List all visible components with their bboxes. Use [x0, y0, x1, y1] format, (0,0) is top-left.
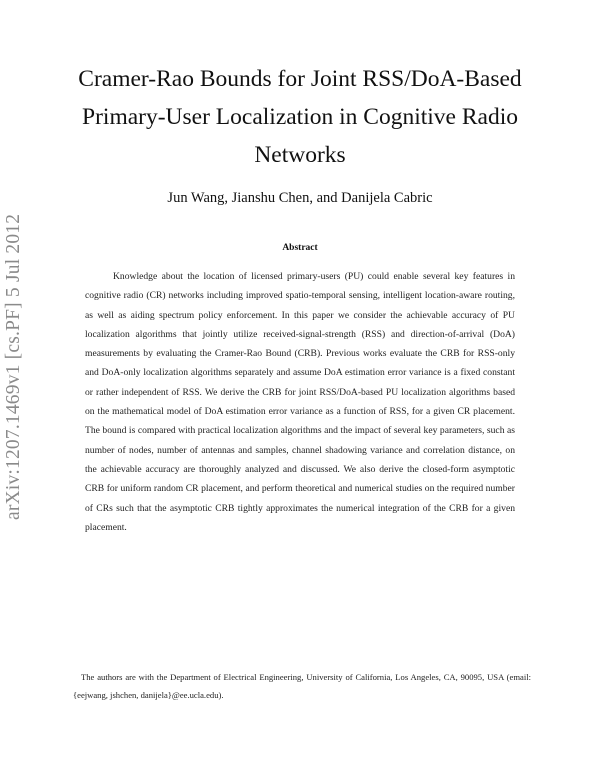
- abstract-heading: Abstract: [282, 243, 318, 253]
- paper-title: Cramer-Rao Bounds for Joint RSS/DoA-Based Primary-User Localization in Cognitive Radio Networks: [78, 66, 522, 168]
- arxiv-identifier: arXiv:1207.1469v1 [cs.PF] 5 Jul 2012: [3, 213, 24, 520]
- abstract-body: Knowledge about the location of licensed primary-users (PU) could enable several key features in cognitive radio (CR) networks including improved spatio-temporal sensing, intelligent location-aware routing, as well as aiding spectrum policy enforcement. In this paper we consider the achievable accuracy of PU localization algorithms that jointly utilize received-signal-strength (RSS) and direction-of-arrival (DoA) measurements by evaluating the Cramer-Rao Bound (CRB). Previous works evaluate the CRB for RSS-only and DoA-only localization algorithms separately and assume DoA estimation error variance is a fixed constant or rather independent of RSS. We derive the CRB for joint RSS/DoA-based PU localization algorithms based on the mathematical model of DoA estimation error variance as a function of RSS, for a given CR placement. The bound is compared with practical localization algorithms and the impact of several key parameters, such as number of nodes, number of antennas and samples, channel shadowing variance and correlation distance, on the achievable accuracy are thoroughly analyzed and discussed. We also derive the closed-form asymptotic CRB for uniform random CR placement, and perform theoretical and numerical studies on the required number of CRs such that the asymptotic CRB tightly approximates the numerical integration of the CRB for a given placement.: [85, 271, 515, 533]
- author-list: Jun Wang, Jianshu Chen, and Danijela Cabric: [167, 190, 433, 206]
- author-affiliation-footnote: The authors are with the Department of Electrical Engineering, University of California, Los Angeles, CA, 90095, USA (email: {eejwang, jshchen, danijela}@ee.ucla.edu).: [73, 672, 531, 700]
